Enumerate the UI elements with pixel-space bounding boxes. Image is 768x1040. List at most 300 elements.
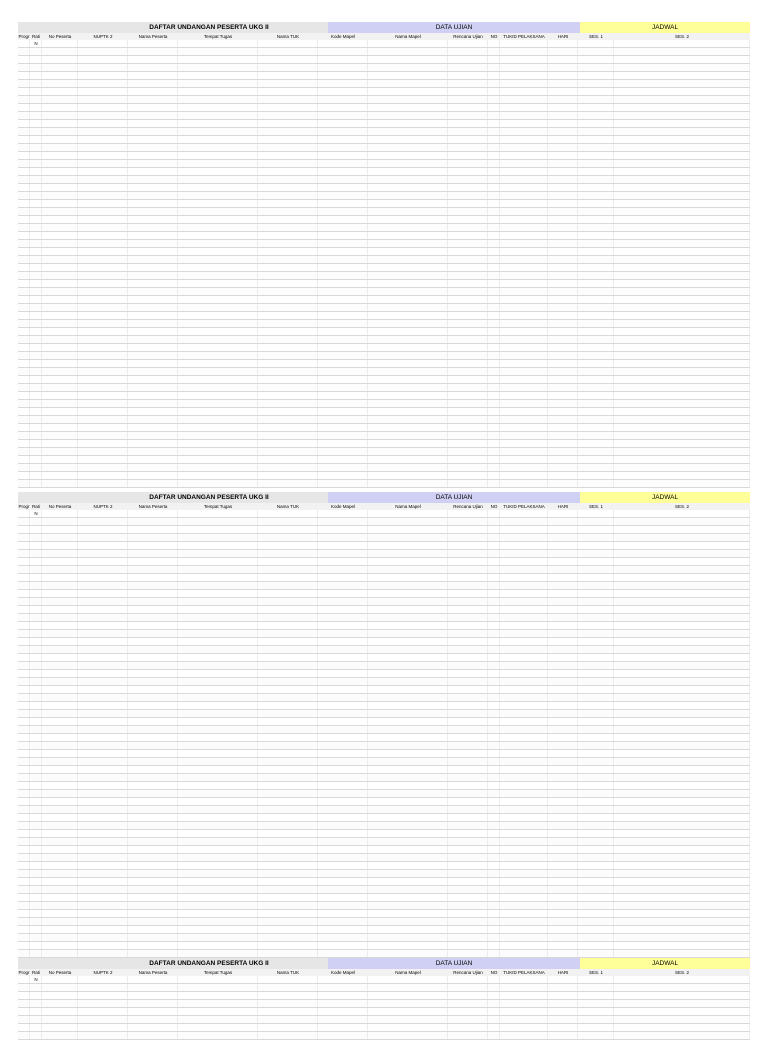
table-cell (318, 56, 368, 63)
table-cell (258, 320, 318, 327)
table-cell (18, 926, 30, 933)
table-cell (614, 734, 750, 741)
table-cell (614, 854, 750, 861)
table-cell (128, 256, 178, 263)
table-row (18, 550, 750, 558)
table-cell (30, 120, 42, 127)
table-cell (368, 758, 448, 765)
table-cell (30, 526, 42, 533)
table-cell (178, 870, 258, 877)
table-cell (448, 590, 488, 597)
table-cell (488, 598, 500, 605)
table-cell (178, 416, 258, 423)
table-cell (78, 984, 128, 991)
table-cell (578, 152, 614, 159)
table-cell (578, 950, 614, 957)
table-cell (448, 598, 488, 605)
table-cell (318, 718, 368, 725)
table-cell (128, 288, 178, 295)
table-cell (500, 360, 548, 367)
table-cell (18, 750, 30, 757)
table-cell (18, 448, 30, 455)
table-cell (178, 264, 258, 271)
table-cell (368, 710, 448, 717)
table-cell (488, 670, 500, 677)
table-cell (178, 542, 258, 549)
table-cell (178, 950, 258, 957)
table-cell (78, 726, 128, 733)
table-cell (78, 598, 128, 605)
table-cell (128, 40, 178, 47)
table-cell (500, 432, 548, 439)
table-cell (258, 774, 318, 781)
table-cell (128, 336, 178, 343)
table-cell (42, 542, 78, 549)
table-cell (500, 112, 548, 119)
table-cell (128, 120, 178, 127)
table-cell (368, 686, 448, 693)
table-cell (178, 686, 258, 693)
table-cell (30, 806, 42, 813)
table-cell (42, 942, 78, 949)
table-cell (614, 566, 750, 573)
table-cell (178, 304, 258, 311)
table-cell (18, 280, 30, 287)
table-cell (548, 336, 578, 343)
table-cell (368, 742, 448, 749)
table-cell (548, 440, 578, 447)
table-cell (178, 976, 258, 983)
table-cell (614, 40, 750, 47)
table-cell (500, 510, 548, 517)
table-cell (448, 830, 488, 837)
table-cell (578, 718, 614, 725)
table-cell (614, 910, 750, 917)
column-header: Rencana Ujian (453, 504, 483, 509)
table-cell (318, 550, 368, 557)
table-cell (128, 806, 178, 813)
table-cell (578, 598, 614, 605)
table-cell (42, 1024, 78, 1031)
table-cell (548, 582, 578, 589)
table-cell (30, 846, 42, 853)
table-row (18, 918, 750, 926)
table-cell (614, 878, 750, 885)
table-cell (614, 344, 750, 351)
column-header-row (18, 969, 750, 982)
table-cell (578, 590, 614, 597)
table-row (18, 480, 750, 488)
table-cell (78, 976, 128, 983)
table-cell (578, 976, 614, 983)
table-cell (368, 630, 448, 637)
table-cell (178, 1016, 258, 1023)
table-cell (178, 782, 258, 789)
table-cell (448, 368, 488, 375)
table-row (18, 456, 750, 464)
table-cell (448, 480, 488, 487)
table-cell (30, 774, 42, 781)
table-cell (448, 48, 488, 55)
table-cell (128, 646, 178, 653)
table-cell (318, 646, 368, 653)
table-cell (368, 296, 448, 303)
table-cell (448, 798, 488, 805)
table-cell (78, 304, 128, 311)
table-cell (500, 886, 548, 893)
table-cell (78, 566, 128, 573)
table-cell (548, 1024, 578, 1031)
table-cell (578, 456, 614, 463)
table-cell (42, 336, 78, 343)
table-cell (488, 200, 500, 207)
table-cell (18, 416, 30, 423)
table-row (18, 320, 750, 328)
table-cell (18, 638, 30, 645)
table-cell (128, 590, 178, 597)
table-cell (368, 336, 448, 343)
table-cell (78, 798, 128, 805)
table-cell (488, 392, 500, 399)
table-cell (42, 750, 78, 757)
table-cell (548, 416, 578, 423)
column-header: Tempat Tugas (203, 970, 233, 975)
table-cell (500, 264, 548, 271)
table-cell (578, 918, 614, 925)
table-cell (178, 72, 258, 79)
table-cell (548, 80, 578, 87)
table-cell (30, 336, 42, 343)
table-cell (128, 518, 178, 525)
table-cell (488, 104, 500, 111)
table-cell (318, 566, 368, 573)
table-cell (30, 408, 42, 415)
table-cell (448, 304, 488, 311)
table-cell (488, 136, 500, 143)
table-cell (578, 480, 614, 487)
table-cell (258, 726, 318, 733)
table-cell (30, 48, 42, 55)
table-cell (448, 534, 488, 541)
table-cell (42, 96, 78, 103)
table-cell (42, 264, 78, 271)
table-cell (488, 288, 500, 295)
table-cell (488, 646, 500, 653)
table-cell (18, 248, 30, 255)
table-cell (448, 64, 488, 71)
table-cell (488, 734, 500, 741)
table-cell (500, 662, 548, 669)
table-row (18, 152, 750, 160)
table-cell (178, 590, 258, 597)
table-cell (548, 678, 578, 685)
table-cell (30, 392, 42, 399)
table-cell (488, 518, 500, 525)
table-cell (578, 56, 614, 63)
table-cell (548, 328, 578, 335)
table-cell (614, 670, 750, 677)
table-cell (488, 878, 500, 885)
table-row (18, 408, 750, 416)
table-cell (578, 838, 614, 845)
table-cell (488, 686, 500, 693)
table-row (18, 224, 750, 232)
table-cell (78, 790, 128, 797)
table-row (18, 566, 750, 574)
table-cell (578, 72, 614, 79)
table-cell (128, 152, 178, 159)
table-cell (318, 80, 368, 87)
table-cell (548, 654, 578, 661)
table-cell (500, 280, 548, 287)
table-cell (30, 662, 42, 669)
table-row (18, 934, 750, 942)
table-cell (128, 606, 178, 613)
table-cell (178, 854, 258, 861)
table-cell (488, 40, 500, 47)
table-cell (448, 976, 488, 983)
table-cell (128, 80, 178, 87)
table-cell (258, 976, 318, 983)
table-cell (548, 734, 578, 741)
table-cell (78, 344, 128, 351)
table-cell (128, 368, 178, 375)
table-cell (500, 926, 548, 933)
table-cell (78, 758, 128, 765)
table-cell (368, 360, 448, 367)
table-cell (78, 216, 128, 223)
table-cell (548, 344, 578, 351)
table-cell (258, 942, 318, 949)
table-cell (18, 432, 30, 439)
table-cell (30, 456, 42, 463)
table-cell (488, 622, 500, 629)
table-cell (448, 464, 488, 471)
table-cell (578, 790, 614, 797)
table-cell (368, 312, 448, 319)
table-cell (258, 1032, 318, 1039)
table-cell (30, 272, 42, 279)
table-cell (318, 72, 368, 79)
table-cell (614, 192, 750, 199)
table-cell (30, 918, 42, 925)
table-cell (42, 806, 78, 813)
table-row (18, 614, 750, 622)
table-cell (614, 208, 750, 215)
table-cell (318, 1024, 368, 1031)
table-cell (30, 160, 42, 167)
table-cell (488, 320, 500, 327)
table-cell (318, 312, 368, 319)
table-cell (18, 934, 30, 941)
table-cell (368, 750, 448, 757)
table-cell (578, 670, 614, 677)
table-cell (448, 248, 488, 255)
table-row (18, 798, 750, 806)
table-row (18, 710, 750, 718)
table-cell (178, 240, 258, 247)
table-cell (488, 176, 500, 183)
table-cell (78, 606, 128, 613)
table-row (18, 392, 750, 400)
table-cell (368, 384, 448, 391)
table-cell (318, 758, 368, 765)
table-row (18, 774, 750, 782)
table-cell (448, 56, 488, 63)
table-cell (42, 550, 78, 557)
table-row (18, 878, 750, 886)
table-cell (18, 702, 30, 709)
table-cell (548, 104, 578, 111)
table-cell (614, 630, 750, 637)
table-cell (548, 518, 578, 525)
table-cell (78, 678, 128, 685)
table-cell (548, 152, 578, 159)
table-cell (258, 368, 318, 375)
table-cell (368, 352, 448, 359)
data-ujian-heading: DATA UJIAN (328, 22, 580, 33)
table-cell (30, 854, 42, 861)
table-cell (30, 750, 42, 757)
table-cell (578, 830, 614, 837)
table-cell (128, 376, 178, 383)
table-cell (318, 296, 368, 303)
table-cell (18, 606, 30, 613)
table-cell (578, 854, 614, 861)
table-cell (614, 416, 750, 423)
table-cell (30, 510, 42, 517)
table-cell (30, 766, 42, 773)
table-cell (78, 862, 128, 869)
table-cell (78, 934, 128, 941)
table-cell (18, 542, 30, 549)
table-cell (500, 902, 548, 909)
table-cell (42, 774, 78, 781)
table-cell (78, 376, 128, 383)
table-cell (318, 518, 368, 525)
table-cell (18, 846, 30, 853)
table-cell (614, 312, 750, 319)
table-cell (78, 264, 128, 271)
table-cell (500, 718, 548, 725)
table-cell (30, 574, 42, 581)
table-row (18, 336, 750, 344)
table-cell (448, 112, 488, 119)
table-cell (488, 312, 500, 319)
table-cell (448, 606, 488, 613)
table-cell (128, 550, 178, 557)
column-header: NO (490, 970, 498, 975)
table-cell (614, 184, 750, 191)
table-cell (78, 846, 128, 853)
table-cell (448, 280, 488, 287)
table-cell (448, 790, 488, 797)
table-cell (614, 368, 750, 375)
table-cell (258, 376, 318, 383)
table-cell (78, 424, 128, 431)
table-cell (368, 694, 448, 701)
table-cell (548, 72, 578, 79)
table-cell (448, 758, 488, 765)
table-cell (318, 456, 368, 463)
table-cell (318, 40, 368, 47)
table-cell (448, 144, 488, 151)
table-cell (614, 582, 750, 589)
table-cell (548, 40, 578, 47)
table-cell (318, 344, 368, 351)
table-cell (178, 526, 258, 533)
table-cell (258, 654, 318, 661)
table-cell (500, 288, 548, 295)
table-cell (18, 312, 30, 319)
table-cell (500, 80, 548, 87)
table-cell (30, 64, 42, 71)
table-cell (614, 662, 750, 669)
table-cell (614, 686, 750, 693)
table-cell (30, 902, 42, 909)
table-cell (614, 790, 750, 797)
table-cell (30, 104, 42, 111)
table-cell (30, 56, 42, 63)
table-cell (318, 766, 368, 773)
table-cell (500, 296, 548, 303)
table-cell (318, 790, 368, 797)
table-cell (128, 926, 178, 933)
table-cell (578, 630, 614, 637)
table-cell (128, 296, 178, 303)
table-cell (448, 120, 488, 127)
table-cell (42, 104, 78, 111)
table-cell (614, 550, 750, 557)
table-row (18, 280, 750, 288)
table-row (18, 926, 750, 934)
table-cell (578, 136, 614, 143)
column-header: No Peserta (48, 34, 72, 39)
table-cell (128, 976, 178, 983)
table-cell (258, 136, 318, 143)
table-cell (500, 184, 548, 191)
table-cell (78, 750, 128, 757)
table-cell (128, 582, 178, 589)
table-cell (488, 838, 500, 845)
table-cell (614, 774, 750, 781)
table-cell (30, 830, 42, 837)
table-row (18, 598, 750, 606)
table-cell (18, 574, 30, 581)
table-cell (500, 654, 548, 661)
table-cell (500, 72, 548, 79)
table-cell (128, 654, 178, 661)
table-cell (488, 534, 500, 541)
column-header: Kode Mapel (330, 970, 356, 975)
table-cell (500, 606, 548, 613)
table-cell (18, 48, 30, 55)
column-header-row (18, 33, 750, 46)
table-cell (448, 782, 488, 789)
table-cell (18, 1000, 30, 1007)
table-cell (500, 878, 548, 885)
table-cell (368, 766, 448, 773)
table-cell (500, 352, 548, 359)
table-cell (258, 416, 318, 423)
table-cell (488, 902, 500, 909)
table-row (18, 464, 750, 472)
table-cell (18, 80, 30, 87)
table-cell (258, 160, 318, 167)
table-cell (368, 654, 448, 661)
table-cell (448, 694, 488, 701)
table-cell (258, 918, 318, 925)
